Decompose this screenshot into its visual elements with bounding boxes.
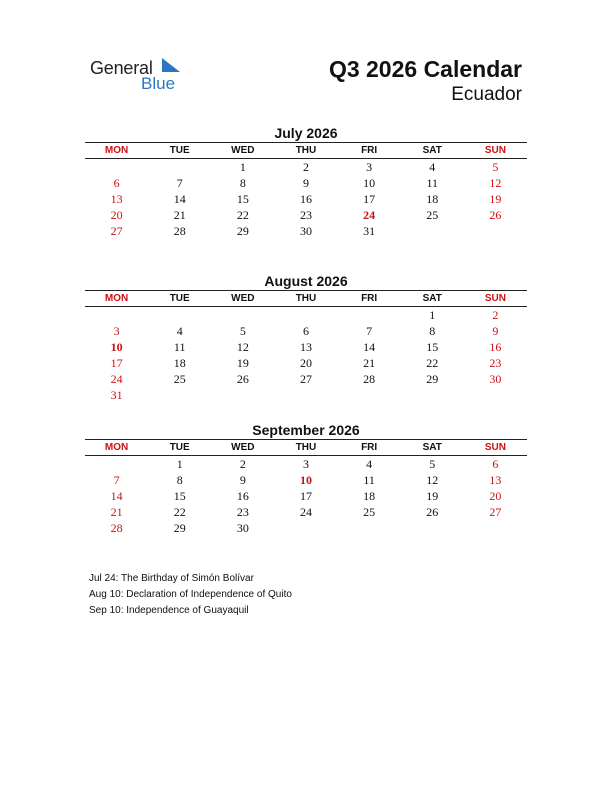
weekday-sat: SAT	[401, 440, 464, 456]
day-cell: 18	[173, 356, 186, 370]
day-cell: 27	[110, 224, 123, 238]
week-row	[85, 387, 527, 403]
empty-cell	[401, 520, 464, 536]
empty-cell	[274, 520, 337, 536]
day-cell: 8	[176, 473, 183, 487]
empty-cell	[85, 307, 148, 324]
empty-cell	[464, 387, 527, 403]
month-july	[85, 125, 527, 239]
day-cell: 2	[492, 308, 499, 322]
week-row	[85, 520, 527, 536]
week-row	[85, 488, 527, 504]
day-cell: 6	[113, 176, 120, 190]
day-cell: 16	[236, 489, 249, 503]
day-cell: 8	[429, 324, 436, 338]
week-row	[85, 207, 527, 223]
day-cell: 27	[489, 505, 502, 519]
day-cell: 18	[363, 489, 376, 503]
day-cell: 19	[236, 356, 249, 370]
weekday-sat: SAT	[401, 291, 464, 307]
day-cell: 30	[236, 521, 249, 535]
day-cell: 2	[302, 160, 309, 174]
month-august	[85, 273, 527, 403]
weekday-fri: FRI	[338, 143, 401, 159]
day-cell: 30	[489, 372, 502, 386]
weekday-sun: SUN	[464, 143, 527, 159]
weekday-sun: SUN	[464, 291, 527, 307]
day-cell: 5	[429, 457, 436, 471]
month-title: September 2026	[252, 422, 360, 438]
day-cell: 13	[110, 192, 123, 206]
day-cell: 5	[492, 160, 499, 174]
day-cell: 4	[366, 457, 373, 471]
weekday-sun: SUN	[464, 440, 527, 456]
weekday-mon: MON	[85, 440, 148, 456]
page-title: Q3 2026 Calendar	[328, 56, 522, 82]
day-cell: 21	[110, 505, 123, 519]
day-cell: 11	[363, 473, 375, 487]
day-cell: 19	[489, 192, 502, 206]
day-cell: 1	[176, 457, 183, 471]
holiday-notes	[89, 571, 292, 619]
day-cell: 4	[176, 324, 183, 338]
day-cell: 14	[173, 192, 186, 206]
day-cell: 26	[236, 372, 249, 386]
day-cell: 25	[363, 505, 376, 519]
day-cell: 12	[426, 473, 439, 487]
holiday-note: Jul 24: The Birthday of Simón Bolívar	[89, 573, 254, 584]
day-cell: 3	[113, 324, 120, 338]
calendar-grid	[85, 439, 527, 536]
day-cell: 23	[236, 505, 249, 519]
day-cell: 13	[489, 473, 502, 487]
day-cell: 10	[299, 473, 312, 487]
country-name: Ecuador	[451, 84, 522, 105]
day-cell: 28	[110, 521, 123, 535]
day-cell: 6	[492, 457, 499, 471]
day-cell: 17	[110, 356, 123, 370]
month-title: August 2026	[264, 273, 348, 289]
empty-cell	[211, 387, 274, 403]
empty-cell	[464, 223, 527, 239]
day-cell: 9	[492, 324, 499, 338]
empty-cell	[85, 159, 148, 176]
weekday-tue: TUE	[148, 143, 211, 159]
day-cell: 5	[239, 324, 246, 338]
week-row	[85, 456, 527, 473]
day-cell: 11	[173, 340, 186, 354]
day-cell: 24	[110, 372, 123, 386]
week-row	[85, 307, 527, 324]
empty-cell	[338, 520, 401, 536]
day-cell: 10	[110, 340, 123, 354]
empty-cell	[148, 387, 211, 403]
calendar-grid	[85, 142, 527, 239]
logo-text-blue: Blue	[141, 74, 176, 93]
month-title: July 2026	[274, 125, 338, 141]
day-cell: 30	[299, 224, 312, 238]
day-cell: 11	[426, 176, 439, 190]
weekday-header-row	[85, 143, 527, 159]
empty-cell	[401, 387, 464, 403]
day-cell: 4	[429, 160, 436, 174]
day-cell: 18	[426, 192, 439, 206]
holiday-note: Aug 10: Declaration of Independence of Quito	[89, 589, 292, 600]
logo-triangle-icon	[160, 58, 182, 74]
week-row	[85, 223, 527, 239]
day-cell: 27	[299, 372, 312, 386]
day-cell: 9	[302, 176, 309, 190]
day-cell: 22	[173, 505, 186, 519]
day-cell: 20	[110, 208, 123, 222]
day-cell: 21	[363, 356, 376, 370]
day-cell: 3	[366, 160, 373, 174]
day-cell: 24	[299, 505, 312, 519]
empty-cell	[274, 307, 337, 324]
day-cell: 25	[426, 208, 439, 222]
day-cell: 31	[110, 388, 123, 402]
empty-cell	[148, 307, 211, 324]
weekday-thu: THU	[274, 291, 337, 307]
day-cell: 23	[489, 356, 502, 370]
day-cell: 7	[113, 473, 120, 487]
day-cell: 14	[110, 489, 123, 503]
day-cell: 2	[239, 457, 246, 471]
week-row	[85, 355, 527, 371]
day-cell: 22	[236, 208, 249, 222]
day-cell: 29	[426, 372, 439, 386]
weekday-thu: THU	[274, 440, 337, 456]
day-cell: 23	[299, 208, 312, 222]
day-cell: 28	[173, 224, 186, 238]
day-cell: 16	[489, 340, 502, 354]
weekday-tue: TUE	[148, 440, 211, 456]
week-row	[85, 159, 527, 176]
weekday-mon: MON	[85, 291, 148, 307]
day-cell: 22	[426, 356, 439, 370]
day-cell: 9	[239, 473, 246, 487]
day-cell: 14	[363, 340, 376, 354]
day-cell: 3	[302, 457, 309, 471]
day-cell: 13	[299, 340, 312, 354]
week-row	[85, 175, 527, 191]
day-cell: 28	[363, 372, 376, 386]
day-cell: 7	[366, 324, 373, 338]
empty-cell	[211, 307, 274, 324]
day-cell: 15	[173, 489, 186, 503]
day-cell: 21	[173, 208, 186, 222]
week-row	[85, 504, 527, 520]
day-cell: 15	[426, 340, 439, 354]
day-cell: 12	[236, 340, 249, 354]
day-cell: 24	[363, 208, 376, 222]
day-cell: 7	[176, 176, 183, 190]
day-cell: 29	[236, 224, 249, 238]
day-cell: 1	[239, 160, 246, 174]
week-row	[85, 371, 527, 387]
weekday-header-row	[85, 440, 527, 456]
day-cell: 15	[236, 192, 249, 206]
weekday-fri: FRI	[338, 440, 401, 456]
day-cell: 20	[489, 489, 502, 503]
day-cell: 8	[239, 176, 246, 190]
weekday-header-row	[85, 291, 527, 307]
day-cell: 19	[426, 489, 439, 503]
day-cell: 20	[299, 356, 312, 370]
calendar-grid	[85, 290, 527, 403]
day-cell: 1	[429, 308, 436, 322]
week-row	[85, 472, 527, 488]
empty-cell	[338, 387, 401, 403]
day-cell: 31	[363, 224, 376, 238]
day-cell: 6	[302, 324, 309, 338]
day-cell: 26	[489, 208, 502, 222]
week-row	[85, 339, 527, 355]
weekday-fri: FRI	[338, 291, 401, 307]
empty-cell	[338, 307, 401, 324]
day-cell: 17	[363, 192, 376, 206]
empty-cell	[401, 223, 464, 239]
month-september	[85, 422, 527, 536]
weekday-wed: WED	[211, 440, 274, 456]
logo-text-general: General	[90, 58, 153, 78]
empty-cell	[274, 387, 337, 403]
empty-cell	[148, 159, 211, 176]
day-cell: 16	[299, 192, 312, 206]
weekday-wed: WED	[211, 143, 274, 159]
weekday-wed: WED	[211, 291, 274, 307]
weekday-sat: SAT	[401, 143, 464, 159]
weekday-thu: THU	[274, 143, 337, 159]
day-cell: 10	[363, 176, 376, 190]
day-cell: 29	[173, 521, 186, 535]
week-row	[85, 323, 527, 339]
day-cell: 17	[299, 489, 312, 503]
holiday-note: Sep 10: Independence of Guayaquil	[89, 605, 249, 616]
weekday-tue: TUE	[148, 291, 211, 307]
empty-cell	[464, 520, 527, 536]
week-row	[85, 191, 527, 207]
day-cell: 25	[173, 372, 186, 386]
day-cell: 12	[489, 176, 502, 190]
day-cell: 26	[426, 505, 439, 519]
weekday-mon: MON	[85, 143, 148, 159]
generalblue-logo	[90, 56, 190, 96]
empty-cell	[85, 456, 148, 473]
